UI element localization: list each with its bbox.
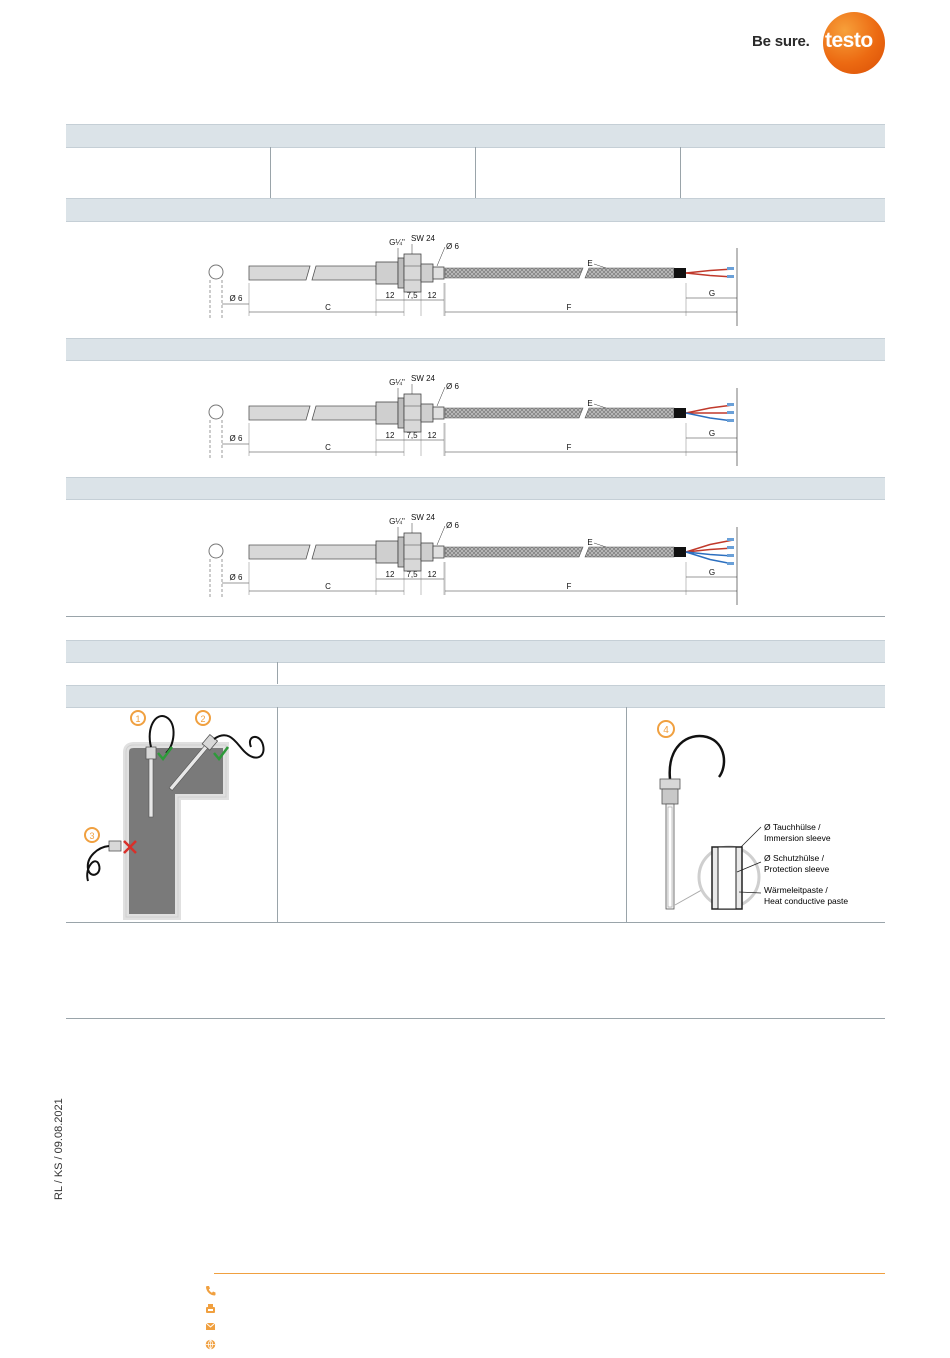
- rod-segment: [312, 266, 376, 280]
- testo-logo-text: testo: [825, 29, 873, 52]
- cross-section-circle: [209, 405, 223, 419]
- rod-segment: [249, 266, 310, 280]
- nipple: [421, 404, 433, 422]
- mail-icon: [205, 1321, 216, 1332]
- wire-ferrule: [727, 267, 734, 270]
- dim-label-dim75: 7,5: [406, 291, 418, 300]
- braided-cable: [585, 408, 674, 418]
- wire: [686, 273, 733, 277]
- rod-segment: [249, 406, 310, 420]
- leader-line: [594, 264, 606, 268]
- dim-label-dia6: Ø 6: [446, 521, 459, 530]
- dim-label-dia6: Ø 6: [446, 382, 459, 391]
- phone-icon: [205, 1285, 216, 1296]
- leader-line: [594, 404, 606, 408]
- leader-line: [437, 387, 445, 406]
- section-divider: [66, 1018, 885, 1019]
- dim-label-dim12: 12: [427, 570, 437, 579]
- badge-2: 2: [200, 714, 206, 724]
- cross-section-circle: [209, 265, 223, 279]
- sleeve-illustration: [627, 707, 885, 922]
- probe-drawing-2: [209, 374, 737, 466]
- fax-icon: [205, 1303, 216, 1314]
- hex-nut: [404, 254, 421, 292]
- strain-relief: [433, 546, 444, 558]
- probe-drawing-1: [209, 234, 737, 326]
- label-paste-en: Heat conductive paste: [764, 896, 849, 906]
- badge-4: 4: [663, 725, 669, 736]
- dim-label-C: C: [325, 443, 331, 452]
- braided-cable: [585, 547, 674, 557]
- dim-label-dim12: 12: [427, 291, 437, 300]
- label-protection-en: Protection sleeve: [764, 864, 830, 874]
- leader-line: [437, 247, 445, 266]
- dim-label-F: F: [566, 582, 572, 591]
- wire-ferrule: [727, 411, 734, 414]
- wire: [686, 413, 733, 421]
- label-protection-de: Ø Schutzhülse /: [764, 853, 825, 863]
- dim-label-E: E: [587, 259, 593, 268]
- dim-label-thread: G¼": [389, 517, 405, 526]
- braided-cable: [585, 268, 674, 278]
- collar: [398, 398, 404, 428]
- dim-label-C: C: [325, 303, 331, 312]
- cross-section-circle: [209, 544, 223, 558]
- dim-label-E: E: [587, 399, 593, 408]
- dim-label-G: G: [708, 429, 716, 438]
- probe-drawing-3: [209, 513, 737, 605]
- thread-fitting: [376, 262, 398, 284]
- brand-slogan: Be sure.: [752, 33, 810, 50]
- cable-end-sleeve: [674, 408, 686, 418]
- wire-ferrule: [727, 275, 734, 278]
- dim-label-thread: G¼": [389, 238, 405, 247]
- dim-label-dim12: 12: [385, 291, 395, 300]
- dim-label-wrench: SW 24: [410, 374, 436, 383]
- table-divider: [277, 707, 278, 922]
- badge-3: 3: [89, 831, 95, 841]
- hex-nut: [404, 533, 421, 571]
- leader-line: [594, 543, 606, 547]
- dim-label-dia6: Ø 6: [446, 242, 459, 251]
- nipple: [421, 543, 433, 561]
- dim-label-dim75: 7,5: [406, 570, 418, 579]
- wire: [686, 405, 733, 413]
- wire-ferrule: [727, 538, 734, 541]
- strain-relief: [433, 407, 444, 419]
- dim-label-E: E: [587, 538, 593, 547]
- dim-label-dia6: Ø 6: [229, 294, 243, 303]
- dim-label-wrench: SW 24: [410, 513, 436, 522]
- wire-ferrule: [727, 419, 734, 422]
- braided-cable: [445, 547, 583, 557]
- dim-label-thread: G¼": [389, 378, 405, 387]
- dim-label-G: G: [708, 289, 716, 298]
- label-immersion-en: Immersion sleeve: [764, 833, 831, 843]
- section-bar-5: [66, 640, 885, 663]
- dim-label-F: F: [566, 303, 572, 312]
- dim-label-dim12: 12: [385, 431, 395, 440]
- footer-divider: [214, 1273, 885, 1274]
- strain-relief: [433, 267, 444, 279]
- wire-ferrule: [727, 562, 734, 565]
- dim-label-dim75: 7,5: [406, 431, 418, 440]
- label-immersion-de: Ø Tauchhülse /: [764, 822, 821, 832]
- rod-segment: [312, 406, 376, 420]
- section-divider: [66, 922, 885, 923]
- table-divider: [277, 662, 278, 684]
- wire: [686, 269, 733, 273]
- wire-ferrule: [727, 403, 734, 406]
- dim-label-dia6: Ø 6: [229, 573, 243, 582]
- dim-label-dim12: 12: [385, 570, 395, 579]
- collar: [398, 258, 404, 288]
- nipple: [421, 264, 433, 282]
- installation-pipe-illustration: [66, 707, 276, 922]
- dim-label-G: G: [708, 568, 716, 577]
- section-bar-6: [66, 685, 885, 708]
- wire-ferrule: [727, 546, 734, 549]
- collar: [398, 537, 404, 567]
- label-paste-de: Wärmeleitpaste /: [764, 885, 828, 895]
- braided-cable: [445, 268, 583, 278]
- globe-icon: [205, 1339, 216, 1350]
- cable-end-sleeve: [674, 268, 686, 278]
- badge-1: 1: [135, 714, 141, 724]
- thread-fitting: [376, 541, 398, 563]
- wire-ferrule: [727, 554, 734, 557]
- dim-label-C: C: [325, 582, 331, 591]
- dim-label-wrench: SW 24: [410, 234, 436, 243]
- rod-segment: [312, 545, 376, 559]
- cable-end-sleeve: [674, 547, 686, 557]
- hex-nut: [404, 394, 421, 432]
- braided-cable: [445, 408, 583, 418]
- leader-line: [437, 526, 445, 545]
- thread-fitting: [376, 402, 398, 424]
- dim-label-dia6: Ø 6: [229, 434, 243, 443]
- revision-text: RL / KS / 09.08.2021: [53, 1098, 65, 1200]
- rod-segment: [249, 545, 310, 559]
- dim-label-dim12: 12: [427, 431, 437, 440]
- dim-label-F: F: [566, 443, 572, 452]
